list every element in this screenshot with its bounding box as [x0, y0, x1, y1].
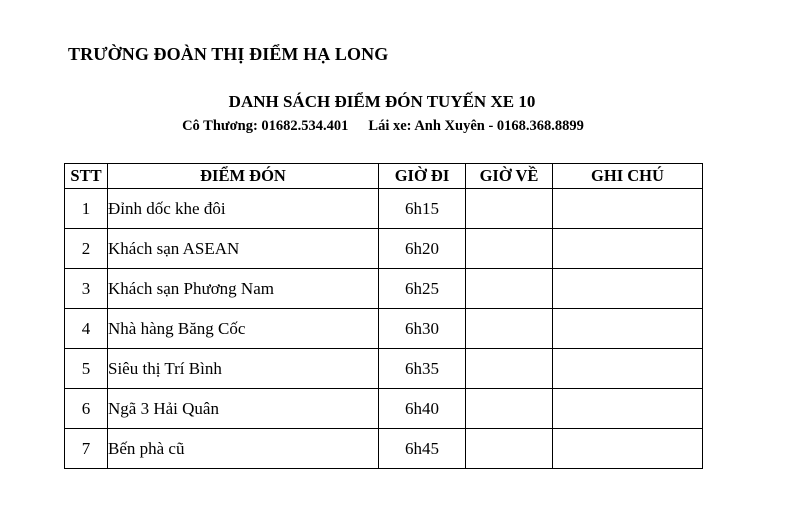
column-header-return-time: GIỜ VỀ — [466, 164, 553, 189]
pickup-point: Siêu thị Trí Bình — [108, 349, 379, 389]
return-time — [466, 269, 553, 309]
table-row — [65, 309, 703, 349]
table-header-row — [65, 164, 703, 189]
pickup-schedule-table — [64, 163, 703, 469]
teacher-contact: Cô Thương: 01682.534.401 — [182, 118, 349, 134]
table-row — [65, 189, 703, 229]
return-time — [466, 429, 553, 469]
row-number: 4 — [65, 309, 108, 349]
table-row — [65, 429, 703, 469]
pickup-point: Ngã 3 Hải Quân — [108, 389, 379, 429]
school-name: TRƯỜNG ĐOÀN THỊ ĐIỂM HẠ LONG — [68, 44, 389, 64]
row-number: 2 — [65, 229, 108, 269]
pickup-point: Nhà hàng Băng Cốc — [108, 309, 379, 349]
row-number: 1 — [65, 189, 108, 229]
note-cell — [553, 389, 703, 429]
return-time — [466, 349, 553, 389]
table-row — [65, 349, 703, 389]
departure-time: 6h30 — [379, 309, 466, 349]
contact-line — [0, 118, 766, 135]
note-cell — [553, 229, 703, 269]
table-row — [65, 229, 703, 269]
note-cell — [553, 189, 703, 229]
row-number: 3 — [65, 269, 108, 309]
departure-time: 6h25 — [379, 269, 466, 309]
note-cell — [553, 349, 703, 389]
departure-time: 6h35 — [379, 349, 466, 389]
pickup-point: Đỉnh dốc khe đôi — [108, 189, 379, 229]
driver-contact: Lái xe: Anh Xuyên - 0168.368.8899 — [368, 118, 584, 134]
row-number: 6 — [65, 389, 108, 429]
return-time — [466, 309, 553, 349]
row-number: 7 — [65, 429, 108, 469]
departure-time: 6h40 — [379, 389, 466, 429]
pickup-point: Khách sạn ASEAN — [108, 229, 379, 269]
column-header-pickup-point: ĐIỂM ĐÓN — [108, 164, 379, 189]
pickup-point: Khách sạn Phương Nam — [108, 269, 379, 309]
note-cell — [553, 429, 703, 469]
departure-time: 6h15 — [379, 189, 466, 229]
table-row — [65, 389, 703, 429]
column-header-departure-time: GIỜ ĐI — [379, 164, 466, 189]
column-header-note: GHI CHÚ — [553, 164, 703, 189]
departure-time: 6h45 — [379, 429, 466, 469]
pickup-point: Bến phà cũ — [108, 429, 379, 469]
document-title: DANH SÁCH ĐIỂM ĐÓN TUYẾN XE 10 — [228, 92, 536, 111]
table-row — [65, 269, 703, 309]
note-cell — [553, 309, 703, 349]
row-number: 5 — [65, 349, 108, 389]
return-time — [466, 189, 553, 229]
departure-time: 6h20 — [379, 229, 466, 269]
return-time — [466, 389, 553, 429]
note-cell — [553, 269, 703, 309]
return-time — [466, 229, 553, 269]
column-header-stt: STT — [65, 164, 108, 189]
